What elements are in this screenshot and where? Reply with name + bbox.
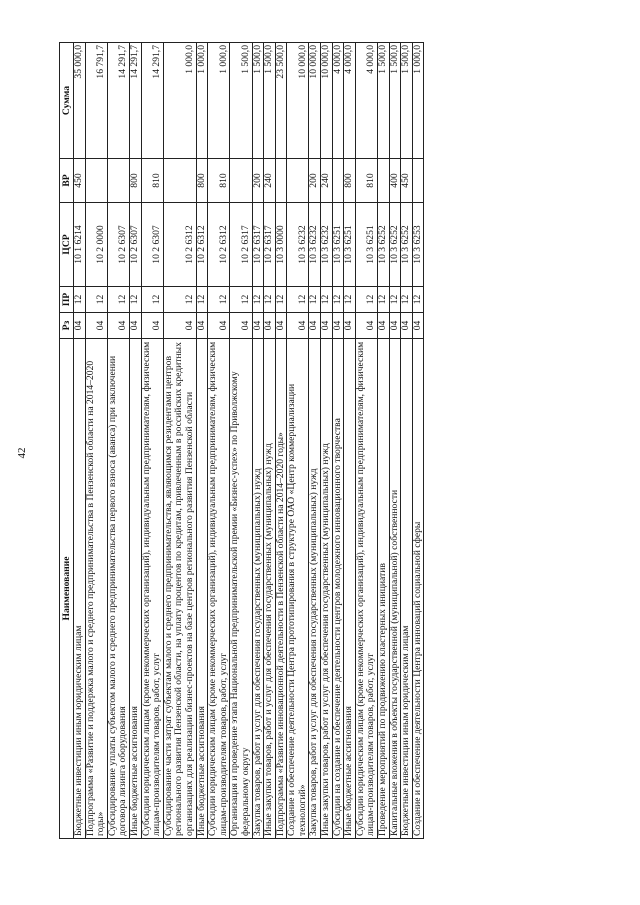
cell-sum: 4 000,0 [344, 43, 356, 159]
cell-name: Создание и обеспечение деятельности Центра инноваций социальной сферы [412, 339, 424, 839]
table-row [141, 43, 163, 839]
cell-name: Субсидии на создание и обеспечение деятельности центров молодежного инновационного творчества [332, 339, 344, 839]
cell-pr: 12 [309, 287, 321, 313]
table-row [332, 43, 344, 839]
cell-vr: 450 [74, 159, 86, 203]
cell-rz: 04 [85, 313, 107, 339]
table-row [401, 43, 413, 839]
cell-sum: 1 500,0 [378, 43, 390, 159]
cell-rz: 04 [321, 313, 333, 339]
page-number: 42 [16, 447, 28, 459]
cell-name: Подпрограмма «Развитие инновационной деятельности в Пензенской области на 2014–2020 годы» [275, 339, 287, 839]
cell-csr: 10 2 6307 [141, 203, 163, 287]
cell-rz: 04 [107, 313, 129, 339]
cell-name: Субсидии юридическим лицам (кроме некоммерческих организаций), индивидуальным предпринимателям, физическим лицам-производителям товаров, работ, услуг [355, 339, 377, 839]
table-row [412, 43, 424, 839]
cell-csr: 10 3 6232 [309, 203, 321, 287]
table-body [74, 43, 424, 839]
table-row [321, 43, 333, 839]
cell-sum: 1 500,0 [264, 43, 276, 159]
table-row [163, 43, 196, 839]
table-row [275, 43, 287, 839]
cell-sum: 10 000,0 [309, 43, 321, 159]
cell-pr: 12 [74, 287, 86, 313]
cell-pr: 12 [332, 287, 344, 313]
cell-sum: 1 000,0 [196, 43, 208, 159]
table-row [355, 43, 377, 839]
cell-rz: 04 [344, 313, 356, 339]
cell-sum: 4 000,0 [332, 43, 344, 159]
table-row [309, 43, 321, 839]
cell-pr: 12 [163, 287, 196, 313]
cell-name: Иные закупки товаров, работ и услуг для обеспечения государственных (муниципальных) нужд [321, 339, 333, 839]
cell-vr: 200 [309, 159, 321, 203]
header-vr: ВР [60, 159, 74, 203]
cell-csr: 10 1 6214 [74, 203, 86, 287]
cell-csr: 10 2 6307 [129, 203, 141, 287]
cell-rz: 04 [129, 313, 141, 339]
cell-csr: 10 3 6252 [389, 203, 401, 287]
cell-csr: 10 3 6252 [401, 203, 413, 287]
cell-sum: 1 500,0 [252, 43, 264, 159]
cell-sum: 14 291,7 [107, 43, 129, 159]
table-header-row [60, 43, 74, 839]
cell-pr: 12 [129, 287, 141, 313]
cell-sum: 4 000,0 [355, 43, 377, 159]
cell-pr: 12 [275, 287, 287, 313]
table-row [378, 43, 390, 839]
cell-pr: 12 [264, 287, 276, 313]
cell-sum: 10 000,0 [321, 43, 333, 159]
cell-name: Иные бюджетные ассигнования [344, 339, 356, 839]
cell-csr: 10 2 6312 [163, 203, 196, 287]
cell-sum: 1 500,0 [230, 43, 252, 159]
cell-vr [412, 159, 424, 203]
cell-rz: 04 [264, 313, 276, 339]
cell-name: Иные бюджетные ассигнования [196, 339, 208, 839]
cell-name: Закупка товаров, работ и услуг для обеспечения государственных (муниципальных) нужд [252, 339, 264, 839]
cell-csr: 10 2 6317 [264, 203, 276, 287]
table-row [287, 43, 309, 839]
cell-rz: 04 [252, 313, 264, 339]
cell-vr: 800 [196, 159, 208, 203]
cell-rz: 04 [355, 313, 377, 339]
cell-vr: 200 [252, 159, 264, 203]
cell-name: Закупка товаров, работ и услуг для обеспечения государственных (муниципальных) нужд [309, 339, 321, 839]
cell-name: Создание и обеспечение деятельности Центра прототипирования в структуре ОАО «Центр коммерциализации технологий» [287, 339, 309, 839]
cell-rz: 04 [196, 313, 208, 339]
cell-vr [332, 159, 344, 203]
cell-sum: 1 000,0 [163, 43, 196, 159]
cell-name: Иные бюджетные ассигнования [129, 339, 141, 839]
cell-rz: 04 [230, 313, 252, 339]
rotated-table-container [59, 43, 555, 839]
cell-csr: 10 2 0000 [85, 203, 107, 287]
cell-csr: 10 3 6251 [355, 203, 377, 287]
cell-vr [163, 159, 196, 203]
header-csr: ЦСР [60, 203, 74, 287]
cell-pr: 12 [321, 287, 333, 313]
budget-table [59, 42, 424, 839]
cell-sum: 23 500,0 [275, 43, 287, 159]
cell-pr: 12 [252, 287, 264, 313]
cell-name: Бюджетные инвестиции иным юридическим лицам [74, 339, 86, 839]
table-row [129, 43, 141, 839]
cell-vr [107, 159, 129, 203]
cell-pr: 12 [401, 287, 413, 313]
cell-vr: 400 [389, 159, 401, 203]
table-row [389, 43, 401, 839]
cell-csr: 10 2 6312 [208, 203, 230, 287]
cell-name: Субсидии юридическим лицам (кроме некоммерческих организаций), индивидуальным предпринимателям, физическим лицам-производителям товаров, работ, услуг [141, 339, 163, 839]
cell-sum: 10 000,0 [287, 43, 309, 159]
table-row [230, 43, 252, 839]
cell-vr [85, 159, 107, 203]
cell-vr: 800 [344, 159, 356, 203]
cell-vr [230, 159, 252, 203]
cell-rz: 04 [332, 313, 344, 339]
cell-vr [275, 159, 287, 203]
cell-name: Капитальные вложения в объекты государственной (муниципальной) собственности [389, 339, 401, 839]
cell-csr: 10 3 6232 [321, 203, 333, 287]
cell-pr: 12 [107, 287, 129, 313]
cell-name: Бюджетные инвестиции иным юридическим лицам [401, 339, 413, 839]
cell-pr: 12 [389, 287, 401, 313]
cell-name: Субсидирование уплаты субъектом малого и среднего предпринимательства первого взноса (аванса) при заключении договора лизинга оборудования [107, 339, 129, 839]
cell-vr: 450 [401, 159, 413, 203]
cell-csr: 10 3 6252 [378, 203, 390, 287]
cell-sum: 14 291,7 [129, 43, 141, 159]
cell-csr: 10 3 6251 [344, 203, 356, 287]
cell-name: Организация и проведение этапа Национальной предпринимательской премии «Бизнес-успех» по Приволжскому федеральному округу [230, 339, 252, 839]
cell-name: Проведение мероприятий по продвижению кластерных инициатив [378, 339, 390, 839]
cell-rz: 04 [208, 313, 230, 339]
cell-sum: 16 791,7 [85, 43, 107, 159]
cell-pr: 12 [412, 287, 424, 313]
header-rz: Рз [60, 313, 74, 339]
cell-sum: 14 291,7 [141, 43, 163, 159]
cell-name: Иные закупки товаров, работ и услуг для обеспечения государственных (муниципальных) нужд [264, 339, 276, 839]
cell-rz: 04 [412, 313, 424, 339]
table-row [85, 43, 107, 839]
cell-pr: 12 [141, 287, 163, 313]
cell-csr: 10 3 6232 [287, 203, 309, 287]
cell-csr: 10 2 6307 [107, 203, 129, 287]
table-row [344, 43, 356, 839]
cell-rz: 04 [141, 313, 163, 339]
cell-pr: 12 [287, 287, 309, 313]
cell-sum: 35 000,0 [74, 43, 86, 159]
cell-pr: 12 [378, 287, 390, 313]
cell-vr [378, 159, 390, 203]
table-row [208, 43, 230, 839]
cell-rz: 04 [309, 313, 321, 339]
cell-rz: 04 [287, 313, 309, 339]
cell-vr: 810 [208, 159, 230, 203]
header-name: Наименование [60, 339, 74, 839]
cell-vr: 240 [264, 159, 276, 203]
cell-rz: 04 [378, 313, 390, 339]
cell-vr: 240 [321, 159, 333, 203]
cell-rz: 04 [401, 313, 413, 339]
cell-pr: 12 [196, 287, 208, 313]
header-sum: Сумма [60, 43, 74, 159]
cell-vr: 810 [355, 159, 377, 203]
table-row [107, 43, 129, 839]
cell-csr: 10 2 6317 [252, 203, 264, 287]
table-row [196, 43, 208, 839]
cell-rz: 04 [275, 313, 287, 339]
cell-pr: 12 [230, 287, 252, 313]
cell-name: Субсидирование части затрат субъектам малого и среднего предпринимательства, являющимся резидентами центров регионального развития Пензенской области, на уплату процентов по кредитам, привлеченным в российских кредитных организациях для реализации бизнес-проектов на базе центров регионального развития Пензенской области [163, 339, 196, 839]
cell-pr: 12 [355, 287, 377, 313]
cell-name: Подпрограмма «Развитие и поддержка малого и среднего предпринимательства в Пензенской области на 2014–2020 годы» [85, 339, 107, 839]
cell-csr: 10 2 6312 [196, 203, 208, 287]
cell-sum: 1 500,0 [401, 43, 413, 159]
cell-csr: 10 2 6317 [230, 203, 252, 287]
cell-vr: 810 [141, 159, 163, 203]
cell-rz: 04 [74, 313, 86, 339]
table-row [252, 43, 264, 839]
cell-csr: 10 3 0000 [275, 203, 287, 287]
header-pr: ПР [60, 287, 74, 313]
cell-pr: 12 [85, 287, 107, 313]
cell-rz: 04 [163, 313, 196, 339]
cell-vr [287, 159, 309, 203]
cell-name: Субсидии юридическим лицам (кроме некоммерческих организаций), индивидуальным предпринимателям, физическим лицам-производителям товаров, работ, услуг [208, 339, 230, 839]
cell-sum: 1 000,0 [208, 43, 230, 159]
cell-rz: 04 [389, 313, 401, 339]
cell-csr: 10 3 6253 [412, 203, 424, 287]
cell-sum: 1 500,0 [389, 43, 401, 159]
cell-vr: 800 [129, 159, 141, 203]
cell-pr: 12 [344, 287, 356, 313]
cell-csr: 10 3 6251 [332, 203, 344, 287]
cell-pr: 12 [208, 287, 230, 313]
table-row [74, 43, 86, 839]
table-row [264, 43, 276, 839]
cell-sum: 1 000,0 [412, 43, 424, 159]
